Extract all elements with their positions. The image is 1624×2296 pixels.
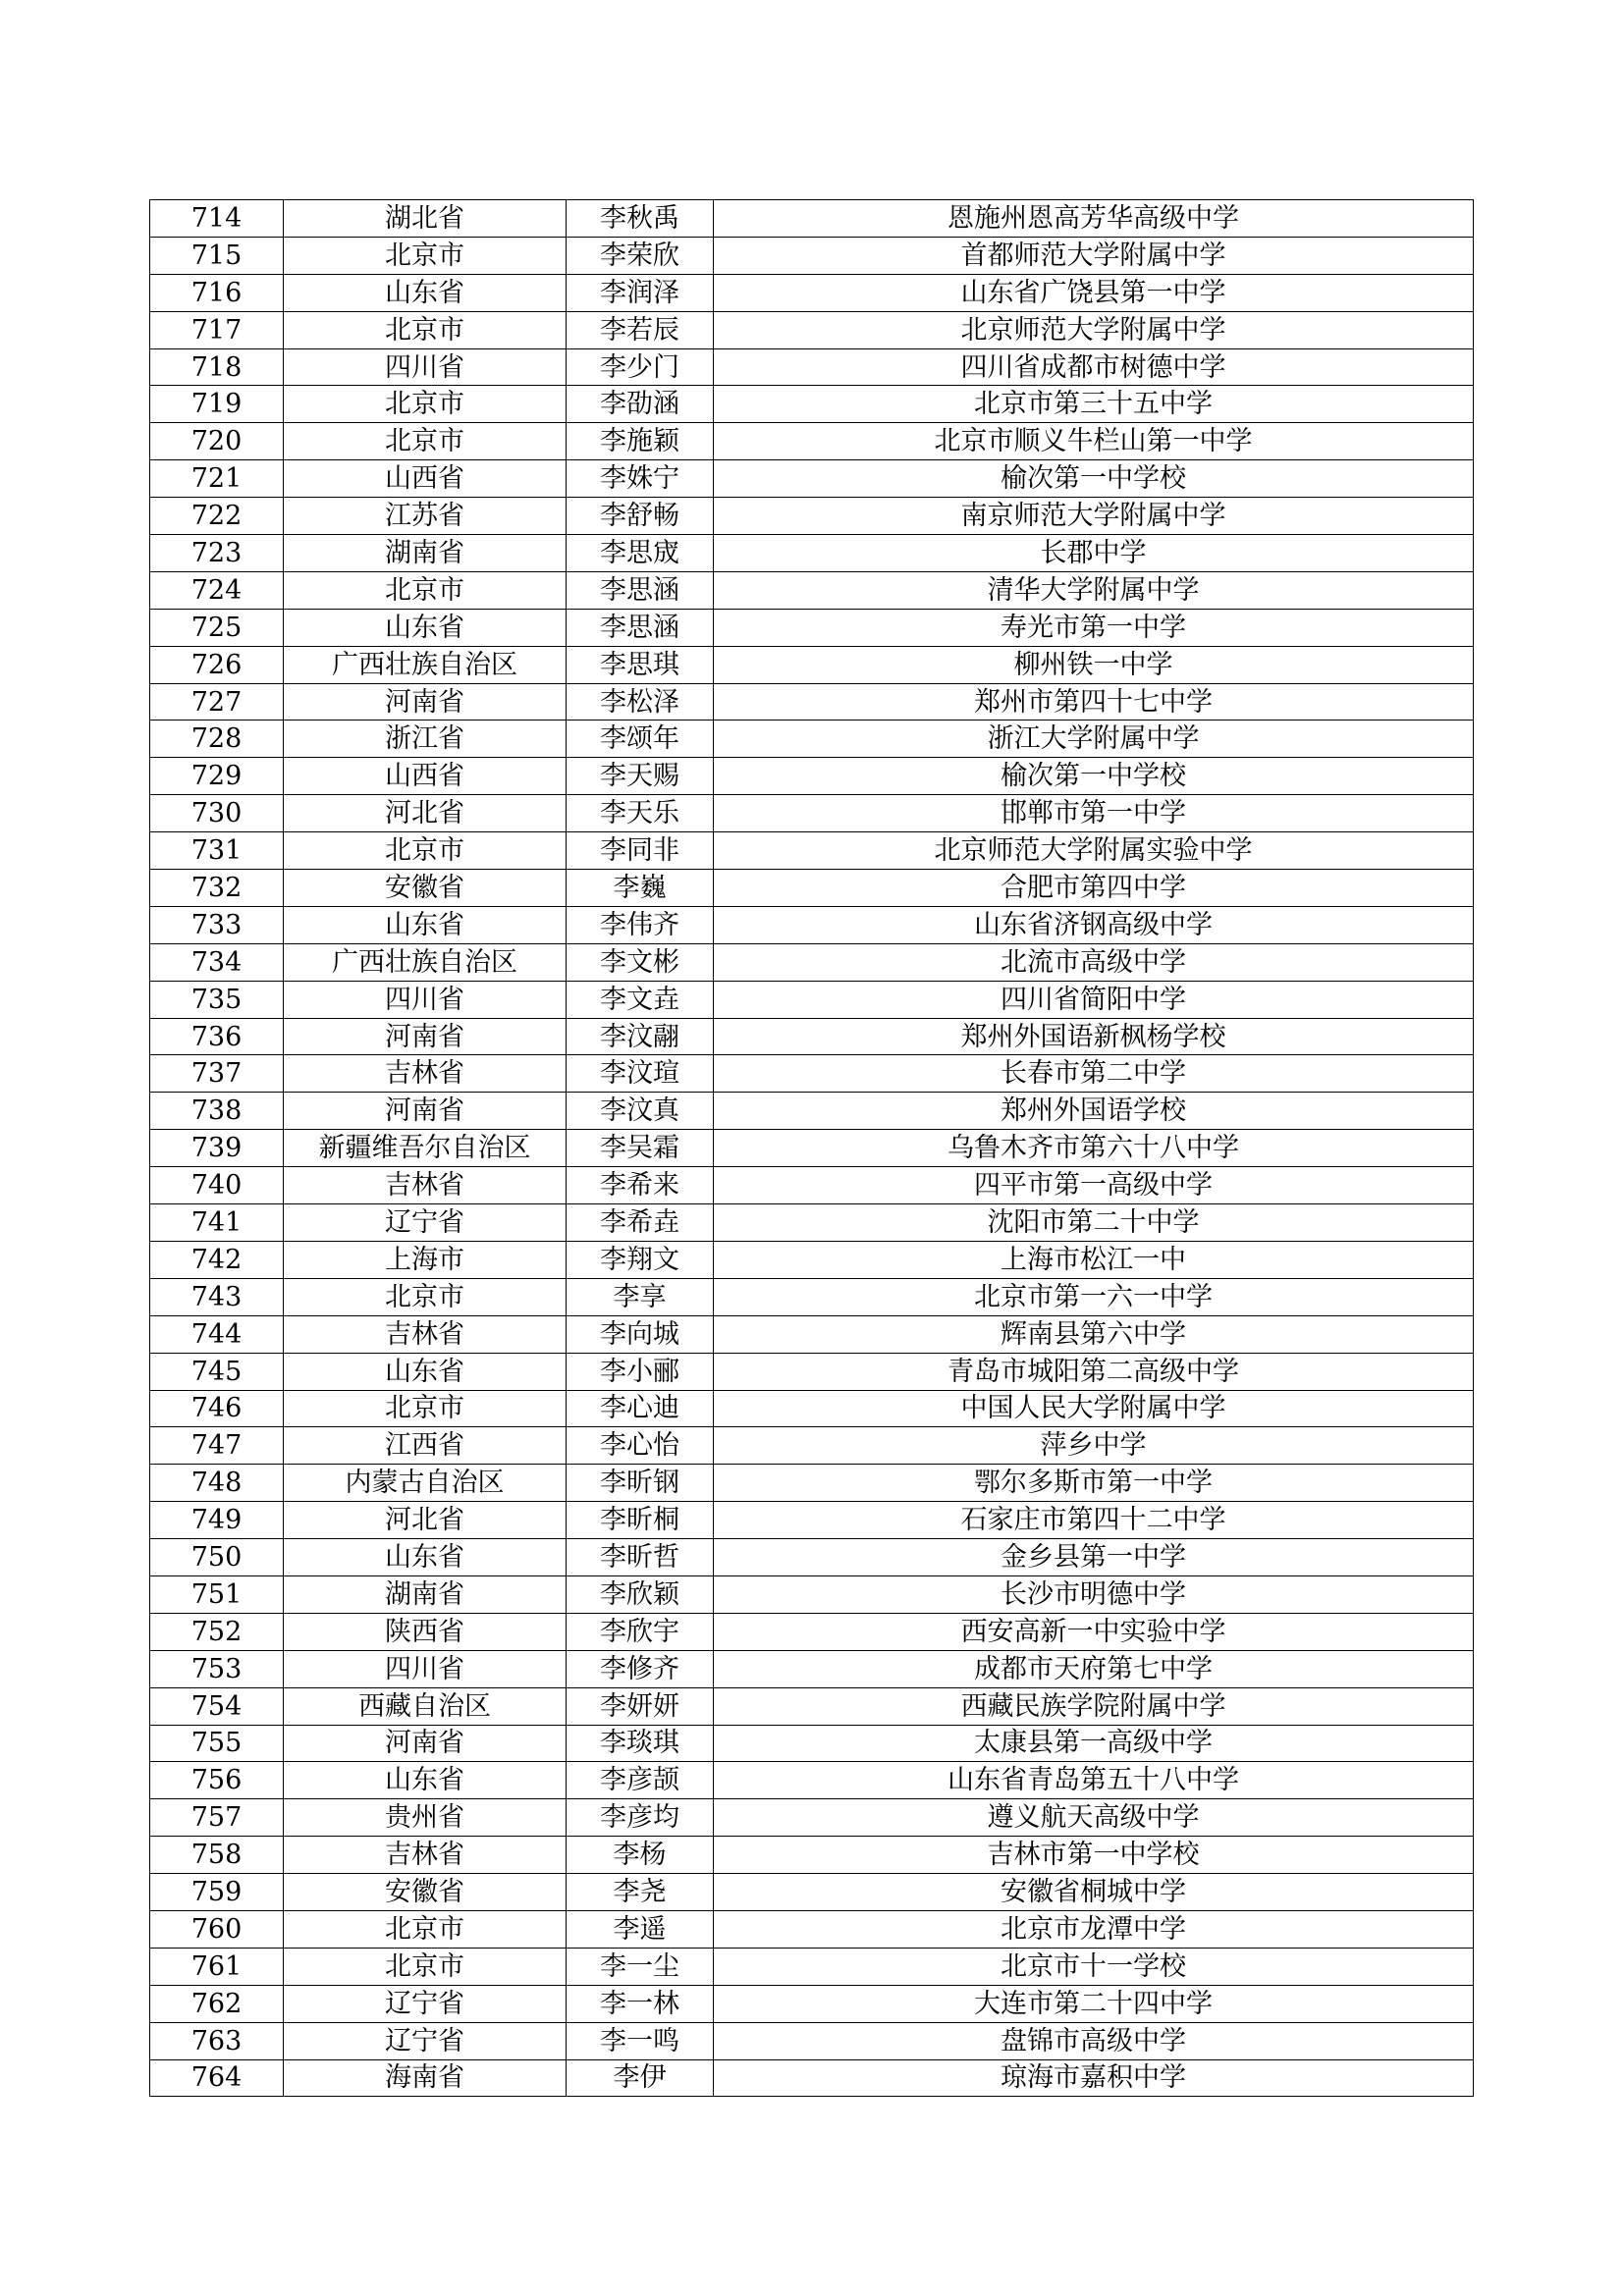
province-cell: 河北省 bbox=[284, 1502, 567, 1539]
table-row bbox=[150, 981, 1474, 1018]
table-row bbox=[150, 1725, 1474, 1762]
student-name-cell: 李荣欣 bbox=[567, 237, 714, 274]
row-number-cell: 739 bbox=[150, 1130, 284, 1167]
row-number-cell: 722 bbox=[150, 498, 284, 535]
table-row bbox=[150, 1687, 1474, 1725]
school-cell: 郑州外国语学校 bbox=[714, 1093, 1474, 1130]
table-row bbox=[150, 311, 1474, 348]
school-cell: 山东省广饶县第一中学 bbox=[714, 274, 1474, 311]
province-cell: 江西省 bbox=[284, 1427, 567, 1465]
student-name-cell: 李伊 bbox=[567, 2059, 714, 2097]
province-cell: 辽宁省 bbox=[284, 1204, 567, 1242]
student-name-cell: 李施颖 bbox=[567, 423, 714, 460]
table-row bbox=[150, 237, 1474, 274]
row-number-cell: 752 bbox=[150, 1613, 284, 1650]
table-row bbox=[150, 1278, 1474, 1315]
student-name-cell: 李文彬 bbox=[567, 943, 714, 981]
school-cell: 北京师范大学附属实验中学 bbox=[714, 832, 1474, 870]
school-cell: 沈阳市第二十中学 bbox=[714, 1204, 1474, 1242]
province-cell: 陕西省 bbox=[284, 1613, 567, 1650]
row-number-cell: 742 bbox=[150, 1241, 284, 1278]
row-number-cell: 751 bbox=[150, 1575, 284, 1613]
student-name-cell: 李杨 bbox=[567, 1837, 714, 1874]
row-number-cell: 720 bbox=[150, 423, 284, 460]
row-number-cell: 737 bbox=[150, 1055, 284, 1093]
row-number-cell: 759 bbox=[150, 1874, 284, 1911]
province-cell: 北京市 bbox=[284, 1390, 567, 1427]
student-name-cell: 李一林 bbox=[567, 1985, 714, 2022]
school-cell: 北京师范大学附属中学 bbox=[714, 311, 1474, 348]
student-name-cell: 李尧 bbox=[567, 1874, 714, 1911]
student-name-cell: 李彦均 bbox=[567, 1799, 714, 1837]
table-row bbox=[150, 571, 1474, 609]
table-row bbox=[150, 832, 1474, 870]
table-row bbox=[150, 1613, 1474, 1650]
student-name-cell: 李若辰 bbox=[567, 311, 714, 348]
row-number-cell: 743 bbox=[150, 1278, 284, 1315]
school-cell: 中国人民大学附属中学 bbox=[714, 1390, 1474, 1427]
table-row bbox=[150, 1167, 1474, 1204]
table-row bbox=[150, 1948, 1474, 1985]
school-cell: 清华大学附属中学 bbox=[714, 571, 1474, 609]
school-cell: 北京市十一学校 bbox=[714, 1948, 1474, 1985]
province-cell: 四川省 bbox=[284, 1650, 567, 1687]
row-number-cell: 744 bbox=[150, 1315, 284, 1353]
table-row bbox=[150, 386, 1474, 423]
school-cell: 四川省成都市树德中学 bbox=[714, 348, 1474, 386]
row-number-cell: 741 bbox=[150, 1204, 284, 1242]
province-cell: 四川省 bbox=[284, 348, 567, 386]
table-row bbox=[150, 1985, 1474, 2022]
row-number-cell: 740 bbox=[150, 1167, 284, 1204]
province-cell: 河南省 bbox=[284, 1018, 567, 1055]
school-cell: 西藏民族学院附属中学 bbox=[714, 1687, 1474, 1725]
table-row bbox=[150, 1427, 1474, 1465]
province-cell: 上海市 bbox=[284, 1241, 567, 1278]
student-name-cell: 李欣宇 bbox=[567, 1613, 714, 1650]
student-name-cell: 李希垚 bbox=[567, 1204, 714, 1242]
table-row bbox=[150, 721, 1474, 758]
row-number-cell: 731 bbox=[150, 832, 284, 870]
province-cell: 山东省 bbox=[284, 1762, 567, 1799]
school-cell: 邯郸市第一中学 bbox=[714, 795, 1474, 832]
table-row bbox=[150, 1910, 1474, 1948]
student-name-cell: 李吴霜 bbox=[567, 1130, 714, 1167]
student-name-cell: 李汶真 bbox=[567, 1093, 714, 1130]
school-cell: 北京市龙潭中学 bbox=[714, 1910, 1474, 1948]
province-cell: 北京市 bbox=[284, 571, 567, 609]
table-row bbox=[150, 1837, 1474, 1874]
province-cell: 湖北省 bbox=[284, 200, 567, 238]
row-number-cell: 762 bbox=[150, 1985, 284, 2022]
school-cell: 太康县第一高级中学 bbox=[714, 1725, 1474, 1762]
row-number-cell: 726 bbox=[150, 646, 284, 683]
table-row bbox=[150, 758, 1474, 795]
province-cell: 山东省 bbox=[284, 1353, 567, 1390]
table-row bbox=[150, 795, 1474, 832]
student-name-cell: 李舒畅 bbox=[567, 498, 714, 535]
province-cell: 广西壮族自治区 bbox=[284, 646, 567, 683]
student-name-cell: 李心怡 bbox=[567, 1427, 714, 1465]
roster-table-body bbox=[150, 200, 1474, 2097]
student-name-cell: 李修齐 bbox=[567, 1650, 714, 1687]
school-cell: 北京市顺义牛栏山第一中学 bbox=[714, 423, 1474, 460]
row-number-cell: 757 bbox=[150, 1799, 284, 1837]
province-cell: 湖南省 bbox=[284, 1575, 567, 1613]
province-cell: 安徽省 bbox=[284, 870, 567, 907]
province-cell: 北京市 bbox=[284, 311, 567, 348]
province-cell: 河南省 bbox=[284, 1725, 567, 1762]
row-number-cell: 764 bbox=[150, 2059, 284, 2097]
table-row bbox=[150, 1353, 1474, 1390]
student-name-cell: 李小郦 bbox=[567, 1353, 714, 1390]
school-cell: 青岛市城阳第二高级中学 bbox=[714, 1353, 1474, 1390]
table-row bbox=[150, 1799, 1474, 1837]
student-name-cell: 李巍 bbox=[567, 870, 714, 907]
table-row bbox=[150, 200, 1474, 238]
school-cell: 柳州铁一中学 bbox=[714, 646, 1474, 683]
school-cell: 郑州外国语新枫杨学校 bbox=[714, 1018, 1474, 1055]
table-row bbox=[150, 683, 1474, 721]
province-cell: 北京市 bbox=[284, 237, 567, 274]
school-cell: 合肥市第四中学 bbox=[714, 870, 1474, 907]
province-cell: 吉林省 bbox=[284, 1167, 567, 1204]
school-cell: 郑州市第四十七中学 bbox=[714, 683, 1474, 721]
student-name-cell: 李昕桐 bbox=[567, 1502, 714, 1539]
student-name-cell: 李思宬 bbox=[567, 535, 714, 572]
school-cell: 鄂尔多斯市第一中学 bbox=[714, 1465, 1474, 1502]
school-cell: 山东省青岛第五十八中学 bbox=[714, 1762, 1474, 1799]
province-cell: 山东省 bbox=[284, 1539, 567, 1576]
row-number-cell: 730 bbox=[150, 795, 284, 832]
student-name-cell: 李欣颖 bbox=[567, 1575, 714, 1613]
table-row bbox=[150, 498, 1474, 535]
province-cell: 安徽省 bbox=[284, 1874, 567, 1911]
province-cell: 西藏自治区 bbox=[284, 1687, 567, 1725]
row-number-cell: 745 bbox=[150, 1353, 284, 1390]
row-number-cell: 754 bbox=[150, 1687, 284, 1725]
table-row bbox=[150, 1502, 1474, 1539]
row-number-cell: 728 bbox=[150, 721, 284, 758]
province-cell: 广西壮族自治区 bbox=[284, 943, 567, 981]
school-cell: 西安高新一中实验中学 bbox=[714, 1613, 1474, 1650]
table-row bbox=[150, 1093, 1474, 1130]
row-number-cell: 738 bbox=[150, 1093, 284, 1130]
school-cell: 金乡县第一中学 bbox=[714, 1539, 1474, 1576]
student-name-cell: 李姝宁 bbox=[567, 460, 714, 498]
school-cell: 吉林市第一中学校 bbox=[714, 1837, 1474, 1874]
student-name-cell: 李劭涵 bbox=[567, 386, 714, 423]
province-cell: 北京市 bbox=[284, 423, 567, 460]
province-cell: 辽宁省 bbox=[284, 1985, 567, 2022]
row-number-cell: 748 bbox=[150, 1465, 284, 1502]
student-name-cell: 李秋禹 bbox=[567, 200, 714, 238]
school-cell: 安徽省桐城中学 bbox=[714, 1874, 1474, 1911]
row-number-cell: 732 bbox=[150, 870, 284, 907]
school-cell: 遵义航天高级中学 bbox=[714, 1799, 1474, 1837]
province-cell: 江苏省 bbox=[284, 498, 567, 535]
row-number-cell: 714 bbox=[150, 200, 284, 238]
row-number-cell: 756 bbox=[150, 1762, 284, 1799]
student-name-cell: 李思涵 bbox=[567, 571, 714, 609]
school-cell: 北流市高级中学 bbox=[714, 943, 1474, 981]
table-row bbox=[150, 1465, 1474, 1502]
student-name-cell: 李少门 bbox=[567, 348, 714, 386]
student-name-cell: 李向城 bbox=[567, 1315, 714, 1353]
student-name-cell: 李遥 bbox=[567, 1910, 714, 1948]
province-cell: 浙江省 bbox=[284, 721, 567, 758]
province-cell: 山东省 bbox=[284, 274, 567, 311]
row-number-cell: 719 bbox=[150, 386, 284, 423]
row-number-cell: 763 bbox=[150, 2022, 284, 2059]
row-number-cell: 755 bbox=[150, 1725, 284, 1762]
row-number-cell: 715 bbox=[150, 237, 284, 274]
student-name-cell: 李昕哲 bbox=[567, 1539, 714, 1576]
student-name-cell: 李昕钢 bbox=[567, 1465, 714, 1502]
row-number-cell: 758 bbox=[150, 1837, 284, 1874]
table-row bbox=[150, 274, 1474, 311]
student-name-cell: 李享 bbox=[567, 1278, 714, 1315]
school-cell: 恩施州恩高芳华高级中学 bbox=[714, 200, 1474, 238]
school-cell: 北京市第一六一中学 bbox=[714, 1278, 1474, 1315]
table-row bbox=[150, 535, 1474, 572]
table-row bbox=[150, 2022, 1474, 2059]
table-row bbox=[150, 1241, 1474, 1278]
student-name-cell: 李颂年 bbox=[567, 721, 714, 758]
province-cell: 北京市 bbox=[284, 832, 567, 870]
table-row bbox=[150, 2059, 1474, 2097]
province-cell: 山东省 bbox=[284, 906, 567, 943]
province-cell: 北京市 bbox=[284, 1278, 567, 1315]
province-cell: 吉林省 bbox=[284, 1837, 567, 1874]
table-row bbox=[150, 609, 1474, 646]
province-cell: 山西省 bbox=[284, 460, 567, 498]
row-number-cell: 723 bbox=[150, 535, 284, 572]
student-name-cell: 李文垚 bbox=[567, 981, 714, 1018]
school-cell: 浙江大学附属中学 bbox=[714, 721, 1474, 758]
province-cell: 河北省 bbox=[284, 795, 567, 832]
row-number-cell: 760 bbox=[150, 1910, 284, 1948]
school-cell: 长沙市明德中学 bbox=[714, 1575, 1474, 1613]
table-row bbox=[150, 1018, 1474, 1055]
student-name-cell: 李一尘 bbox=[567, 1948, 714, 1985]
school-cell: 石家庄市第四十二中学 bbox=[714, 1502, 1474, 1539]
province-cell: 吉林省 bbox=[284, 1055, 567, 1093]
table-row bbox=[150, 1874, 1474, 1911]
table-row bbox=[150, 460, 1474, 498]
table-row bbox=[150, 870, 1474, 907]
row-number-cell: 724 bbox=[150, 571, 284, 609]
school-cell: 大连市第二十四中学 bbox=[714, 1985, 1474, 2022]
table-row bbox=[150, 423, 1474, 460]
table-row bbox=[150, 1204, 1474, 1242]
row-number-cell: 718 bbox=[150, 348, 284, 386]
table-row bbox=[150, 906, 1474, 943]
school-cell: 乌鲁木齐市第六十八中学 bbox=[714, 1130, 1474, 1167]
row-number-cell: 750 bbox=[150, 1539, 284, 1576]
table-row bbox=[150, 1315, 1474, 1353]
school-cell: 琼海市嘉积中学 bbox=[714, 2059, 1474, 2097]
school-cell: 榆次第一中学校 bbox=[714, 758, 1474, 795]
row-number-cell: 734 bbox=[150, 943, 284, 981]
school-cell: 上海市松江一中 bbox=[714, 1241, 1474, 1278]
province-cell: 北京市 bbox=[284, 1910, 567, 1948]
school-cell: 首都师范大学附属中学 bbox=[714, 237, 1474, 274]
student-name-cell: 李一鸣 bbox=[567, 2022, 714, 2059]
school-cell: 山东省济钢高级中学 bbox=[714, 906, 1474, 943]
table-row bbox=[150, 646, 1474, 683]
student-name-cell: 李汶瑄 bbox=[567, 1055, 714, 1093]
student-name-cell: 李天乐 bbox=[567, 795, 714, 832]
row-number-cell: 735 bbox=[150, 981, 284, 1018]
student-name-cell: 李天赐 bbox=[567, 758, 714, 795]
student-name-cell: 李心迪 bbox=[567, 1390, 714, 1427]
province-cell: 北京市 bbox=[284, 1948, 567, 1985]
school-cell: 榆次第一中学校 bbox=[714, 460, 1474, 498]
row-number-cell: 725 bbox=[150, 609, 284, 646]
table-row bbox=[150, 1055, 1474, 1093]
student-name-cell: 李彦颉 bbox=[567, 1762, 714, 1799]
row-number-cell: 747 bbox=[150, 1427, 284, 1465]
school-cell: 盘锦市高级中学 bbox=[714, 2022, 1474, 2059]
school-cell: 四川省简阳中学 bbox=[714, 981, 1474, 1018]
student-name-cell: 李思涵 bbox=[567, 609, 714, 646]
row-number-cell: 716 bbox=[150, 274, 284, 311]
student-name-cell: 李翔文 bbox=[567, 1241, 714, 1278]
province-cell: 河南省 bbox=[284, 1093, 567, 1130]
table-row bbox=[150, 1390, 1474, 1427]
province-cell: 吉林省 bbox=[284, 1315, 567, 1353]
table-row bbox=[150, 1130, 1474, 1167]
student-name-cell: 李琰琪 bbox=[567, 1725, 714, 1762]
student-name-cell: 李汶翮 bbox=[567, 1018, 714, 1055]
province-cell: 湖南省 bbox=[284, 535, 567, 572]
province-cell: 新疆维吾尔自治区 bbox=[284, 1130, 567, 1167]
province-cell: 北京市 bbox=[284, 386, 567, 423]
province-cell: 海南省 bbox=[284, 2059, 567, 2097]
table-row bbox=[150, 1762, 1474, 1799]
school-cell: 四平市第一高级中学 bbox=[714, 1167, 1474, 1204]
province-cell: 山东省 bbox=[284, 609, 567, 646]
row-number-cell: 749 bbox=[150, 1502, 284, 1539]
province-cell: 四川省 bbox=[284, 981, 567, 1018]
row-number-cell: 729 bbox=[150, 758, 284, 795]
student-name-cell: 李松泽 bbox=[567, 683, 714, 721]
roster-table bbox=[149, 199, 1474, 2097]
student-name-cell: 李伟齐 bbox=[567, 906, 714, 943]
row-number-cell: 721 bbox=[150, 460, 284, 498]
row-number-cell: 761 bbox=[150, 1948, 284, 1985]
table-row bbox=[150, 1575, 1474, 1613]
province-cell: 河南省 bbox=[284, 683, 567, 721]
table-row bbox=[150, 348, 1474, 386]
school-cell: 成都市天府第七中学 bbox=[714, 1650, 1474, 1687]
student-name-cell: 李思琪 bbox=[567, 646, 714, 683]
school-cell: 长春市第二中学 bbox=[714, 1055, 1474, 1093]
table-row bbox=[150, 1539, 1474, 1576]
province-cell: 贵州省 bbox=[284, 1799, 567, 1837]
school-cell: 北京市第三十五中学 bbox=[714, 386, 1474, 423]
student-name-cell: 李润泽 bbox=[567, 274, 714, 311]
table-row bbox=[150, 1650, 1474, 1687]
student-name-cell: 李希来 bbox=[567, 1167, 714, 1204]
province-cell: 山西省 bbox=[284, 758, 567, 795]
school-cell: 长郡中学 bbox=[714, 535, 1474, 572]
table-row bbox=[150, 943, 1474, 981]
school-cell: 萍乡中学 bbox=[714, 1427, 1474, 1465]
province-cell: 内蒙古自治区 bbox=[284, 1465, 567, 1502]
student-name-cell: 李同非 bbox=[567, 832, 714, 870]
row-number-cell: 717 bbox=[150, 311, 284, 348]
row-number-cell: 736 bbox=[150, 1018, 284, 1055]
row-number-cell: 753 bbox=[150, 1650, 284, 1687]
school-cell: 寿光市第一中学 bbox=[714, 609, 1474, 646]
student-name-cell: 李妍妍 bbox=[567, 1687, 714, 1725]
row-number-cell: 733 bbox=[150, 906, 284, 943]
school-cell: 辉南县第六中学 bbox=[714, 1315, 1474, 1353]
row-number-cell: 727 bbox=[150, 683, 284, 721]
school-cell: 南京师范大学附属中学 bbox=[714, 498, 1474, 535]
row-number-cell: 746 bbox=[150, 1390, 284, 1427]
province-cell: 辽宁省 bbox=[284, 2022, 567, 2059]
